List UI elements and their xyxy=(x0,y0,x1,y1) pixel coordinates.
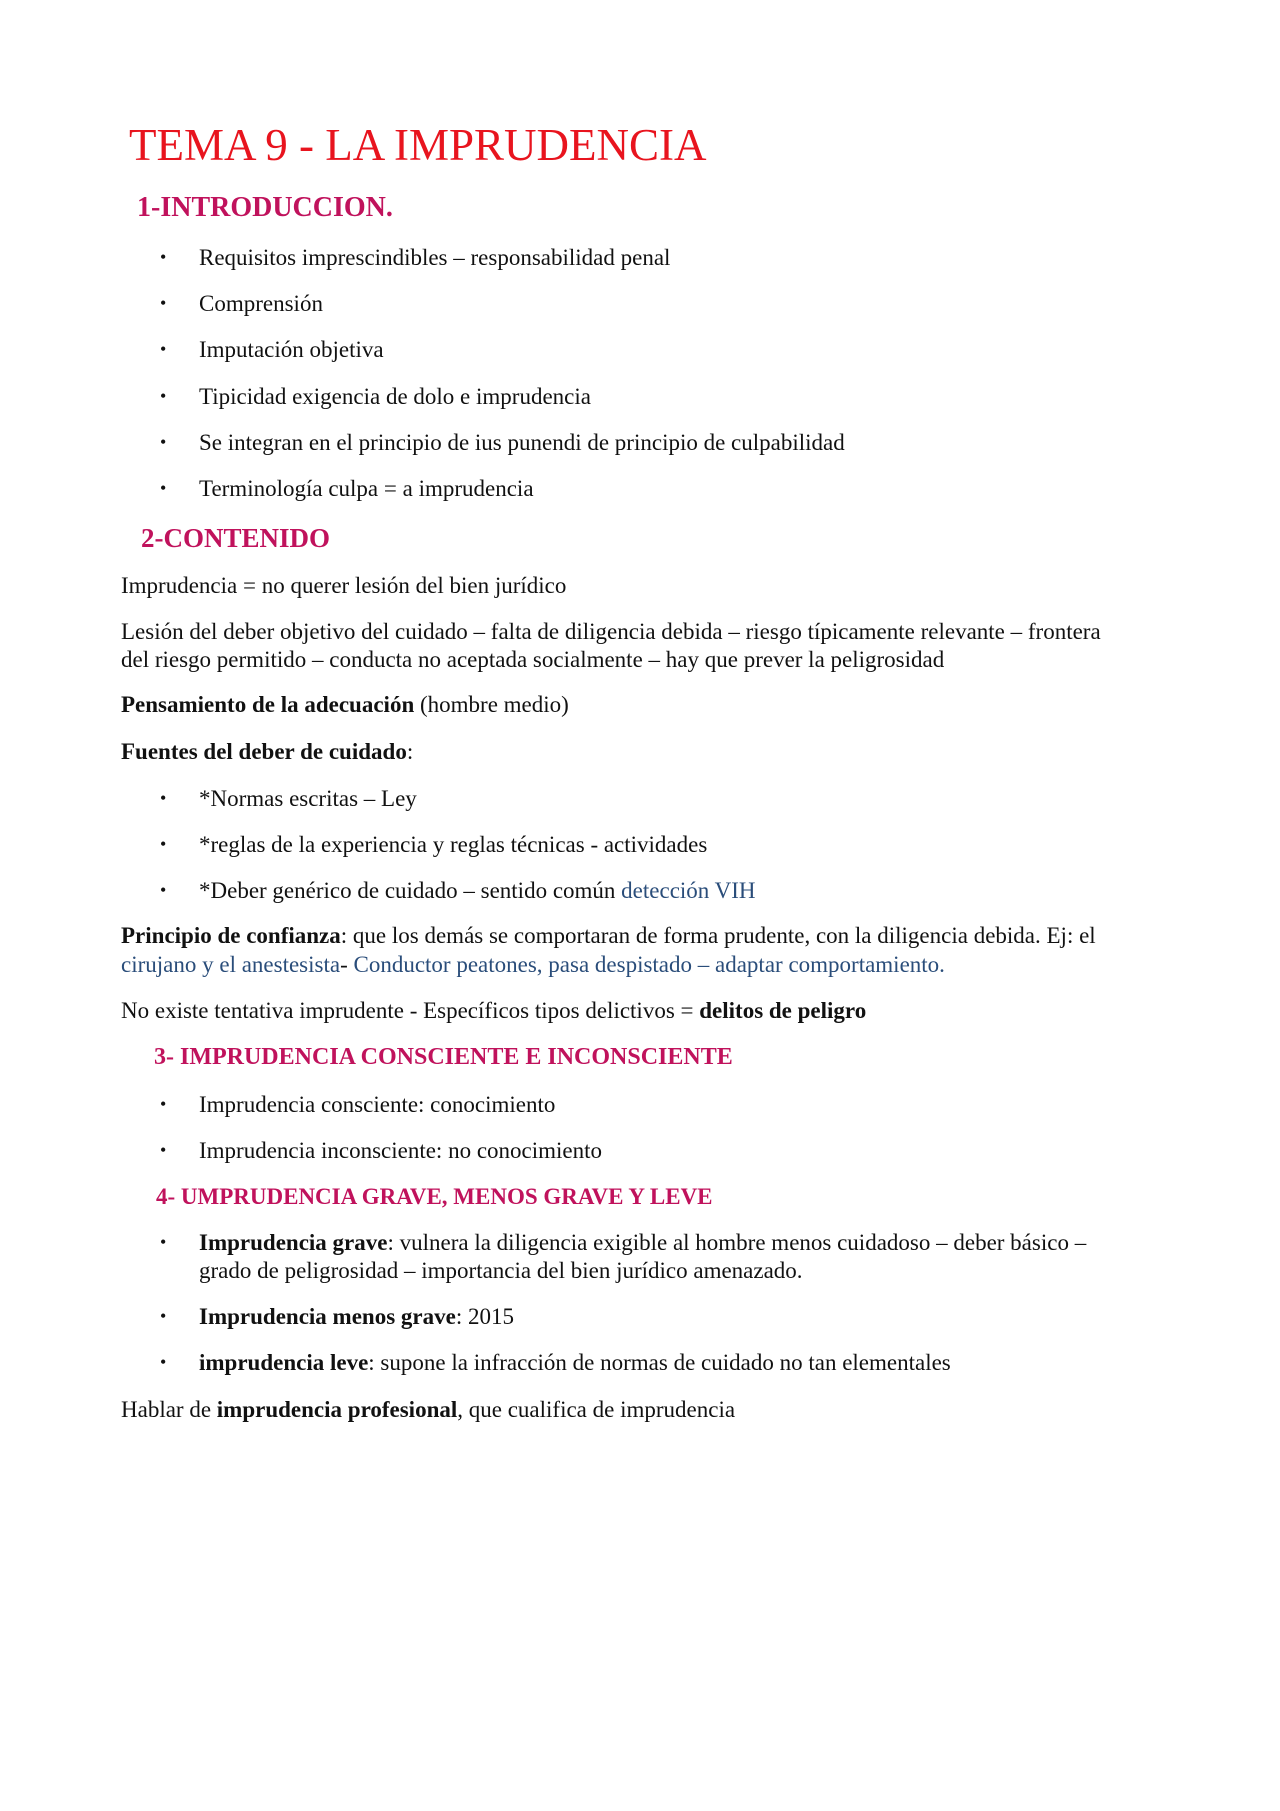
list-item: Imprudencia inconsciente: no conocimiento xyxy=(199,1138,603,1163)
paragraph-text: : que los demás se comportaran de forma prudente, con la diligencia debida. Ej: el xyxy=(340,923,1096,948)
paragraph-line xyxy=(121,921,1096,950)
bullet-icon: • xyxy=(160,386,167,406)
bullet-icon: • xyxy=(160,293,167,313)
list-item-text: *Deber genérico de cuidado – sentido común xyxy=(199,878,622,903)
bold-term: Pensamiento de la adecuación xyxy=(121,692,415,717)
section-2-heading: 2-CONTENIDO xyxy=(141,523,331,553)
bold-term: Principio de confianza xyxy=(121,923,341,948)
list-item-text: : supone la infracción de normas de cuidado no tan elementales xyxy=(368,1350,951,1375)
paragraph-text: - xyxy=(340,952,354,977)
bullet-icon: • xyxy=(160,834,167,854)
blue-link-text: cirujano y el anestesista xyxy=(121,952,341,977)
paragraph: Imprudencia = no querer lesión del bien jurídico xyxy=(121,573,567,598)
bold-term: delitos de peligro xyxy=(699,998,867,1023)
bullet-icon: • xyxy=(160,247,167,267)
list-item xyxy=(199,1302,514,1331)
bullet-icon: • xyxy=(160,1232,167,1252)
bold-term: imprudencia profesional xyxy=(216,1397,458,1422)
list-item: Comprensión xyxy=(199,291,323,316)
blue-link-text: detección VIH xyxy=(621,878,756,903)
paragraph-text: No existe tentativa imprudente - Específicos tipos delictivos = xyxy=(121,998,700,1023)
paragraph-text: Hablar de xyxy=(121,1397,217,1422)
section-4-heading: 4- UMPRUDENCIA GRAVE, MENOS GRAVE Y LEVE xyxy=(156,1184,713,1209)
list-item: Imputación objetiva xyxy=(199,337,384,362)
bold-term: Fuentes del deber de cuidado xyxy=(121,739,407,764)
bullet-icon: • xyxy=(160,1306,167,1326)
closing-paragraph xyxy=(121,1395,735,1424)
bullet-icon: • xyxy=(160,1094,167,1114)
paragraph xyxy=(121,996,866,1025)
list-item: Tipicidad exigencia de dolo e imprudencia xyxy=(199,384,591,409)
paragraph xyxy=(121,737,413,766)
list-item-text: : 2015 xyxy=(455,1304,514,1329)
paragraph-line xyxy=(121,950,945,979)
bullet-icon: • xyxy=(160,478,167,498)
list-item-line xyxy=(199,1228,1086,1257)
document-title: TEMA 9 - LA IMPRUDENCIA xyxy=(129,120,707,170)
list-item: Imprudencia consciente: conocimiento xyxy=(199,1092,556,1117)
list-item-text: : vulnera la diligencia exigible al hombre menos cuidadoso – deber básico – xyxy=(387,1230,1087,1255)
paragraph xyxy=(121,690,569,719)
list-item-line: grado de peligrosidad – importancia del bien jurídico amenazado. xyxy=(199,1258,803,1283)
paragraph-line: Lesión del deber objetivo del cuidado – falta de diligencia debida – riesgo típicamente relevante – frontera xyxy=(121,619,1101,644)
section-3-heading: 3- IMPRUDENCIA CONSCIENTE E INCONSCIENTE xyxy=(154,1044,733,1070)
section-1-heading: 1-INTRODUCCION. xyxy=(137,192,393,223)
list-item xyxy=(199,1348,951,1377)
paragraph-text: : xyxy=(406,739,414,764)
blue-link-text: Conductor peatones, pasa despistado – adaptar comportamiento. xyxy=(353,952,945,977)
bullet-icon: • xyxy=(160,432,167,452)
bullet-icon: • xyxy=(160,880,167,900)
bullet-icon: • xyxy=(160,339,167,359)
paragraph-line: del riesgo permitido – conducta no aceptada socialmente – hay que prever la peligrosidad xyxy=(121,647,945,672)
list-item: Terminología culpa = a imprudencia xyxy=(199,476,534,501)
bold-term: Imprudencia grave xyxy=(199,1230,388,1255)
bold-term: Imprudencia menos grave xyxy=(199,1304,456,1329)
bullet-icon: • xyxy=(160,1352,167,1372)
bullet-icon: • xyxy=(160,1140,167,1160)
bold-term: imprudencia leve xyxy=(199,1350,369,1375)
paragraph-text: (hombre medio) xyxy=(414,692,569,717)
bullet-icon: • xyxy=(160,788,167,808)
list-item xyxy=(199,876,756,905)
list-item: *reglas de la experiencia y reglas técnicas - actividades xyxy=(199,832,708,857)
list-item: *Normas escritas – Ley xyxy=(199,786,417,811)
list-item: Se integran en el principio de ius punendi de principio de culpabilidad xyxy=(199,430,845,455)
list-item: Requisitos imprescindibles – responsabilidad penal xyxy=(199,245,671,270)
paragraph-text: , que cualifica de imprudencia xyxy=(457,1397,736,1422)
